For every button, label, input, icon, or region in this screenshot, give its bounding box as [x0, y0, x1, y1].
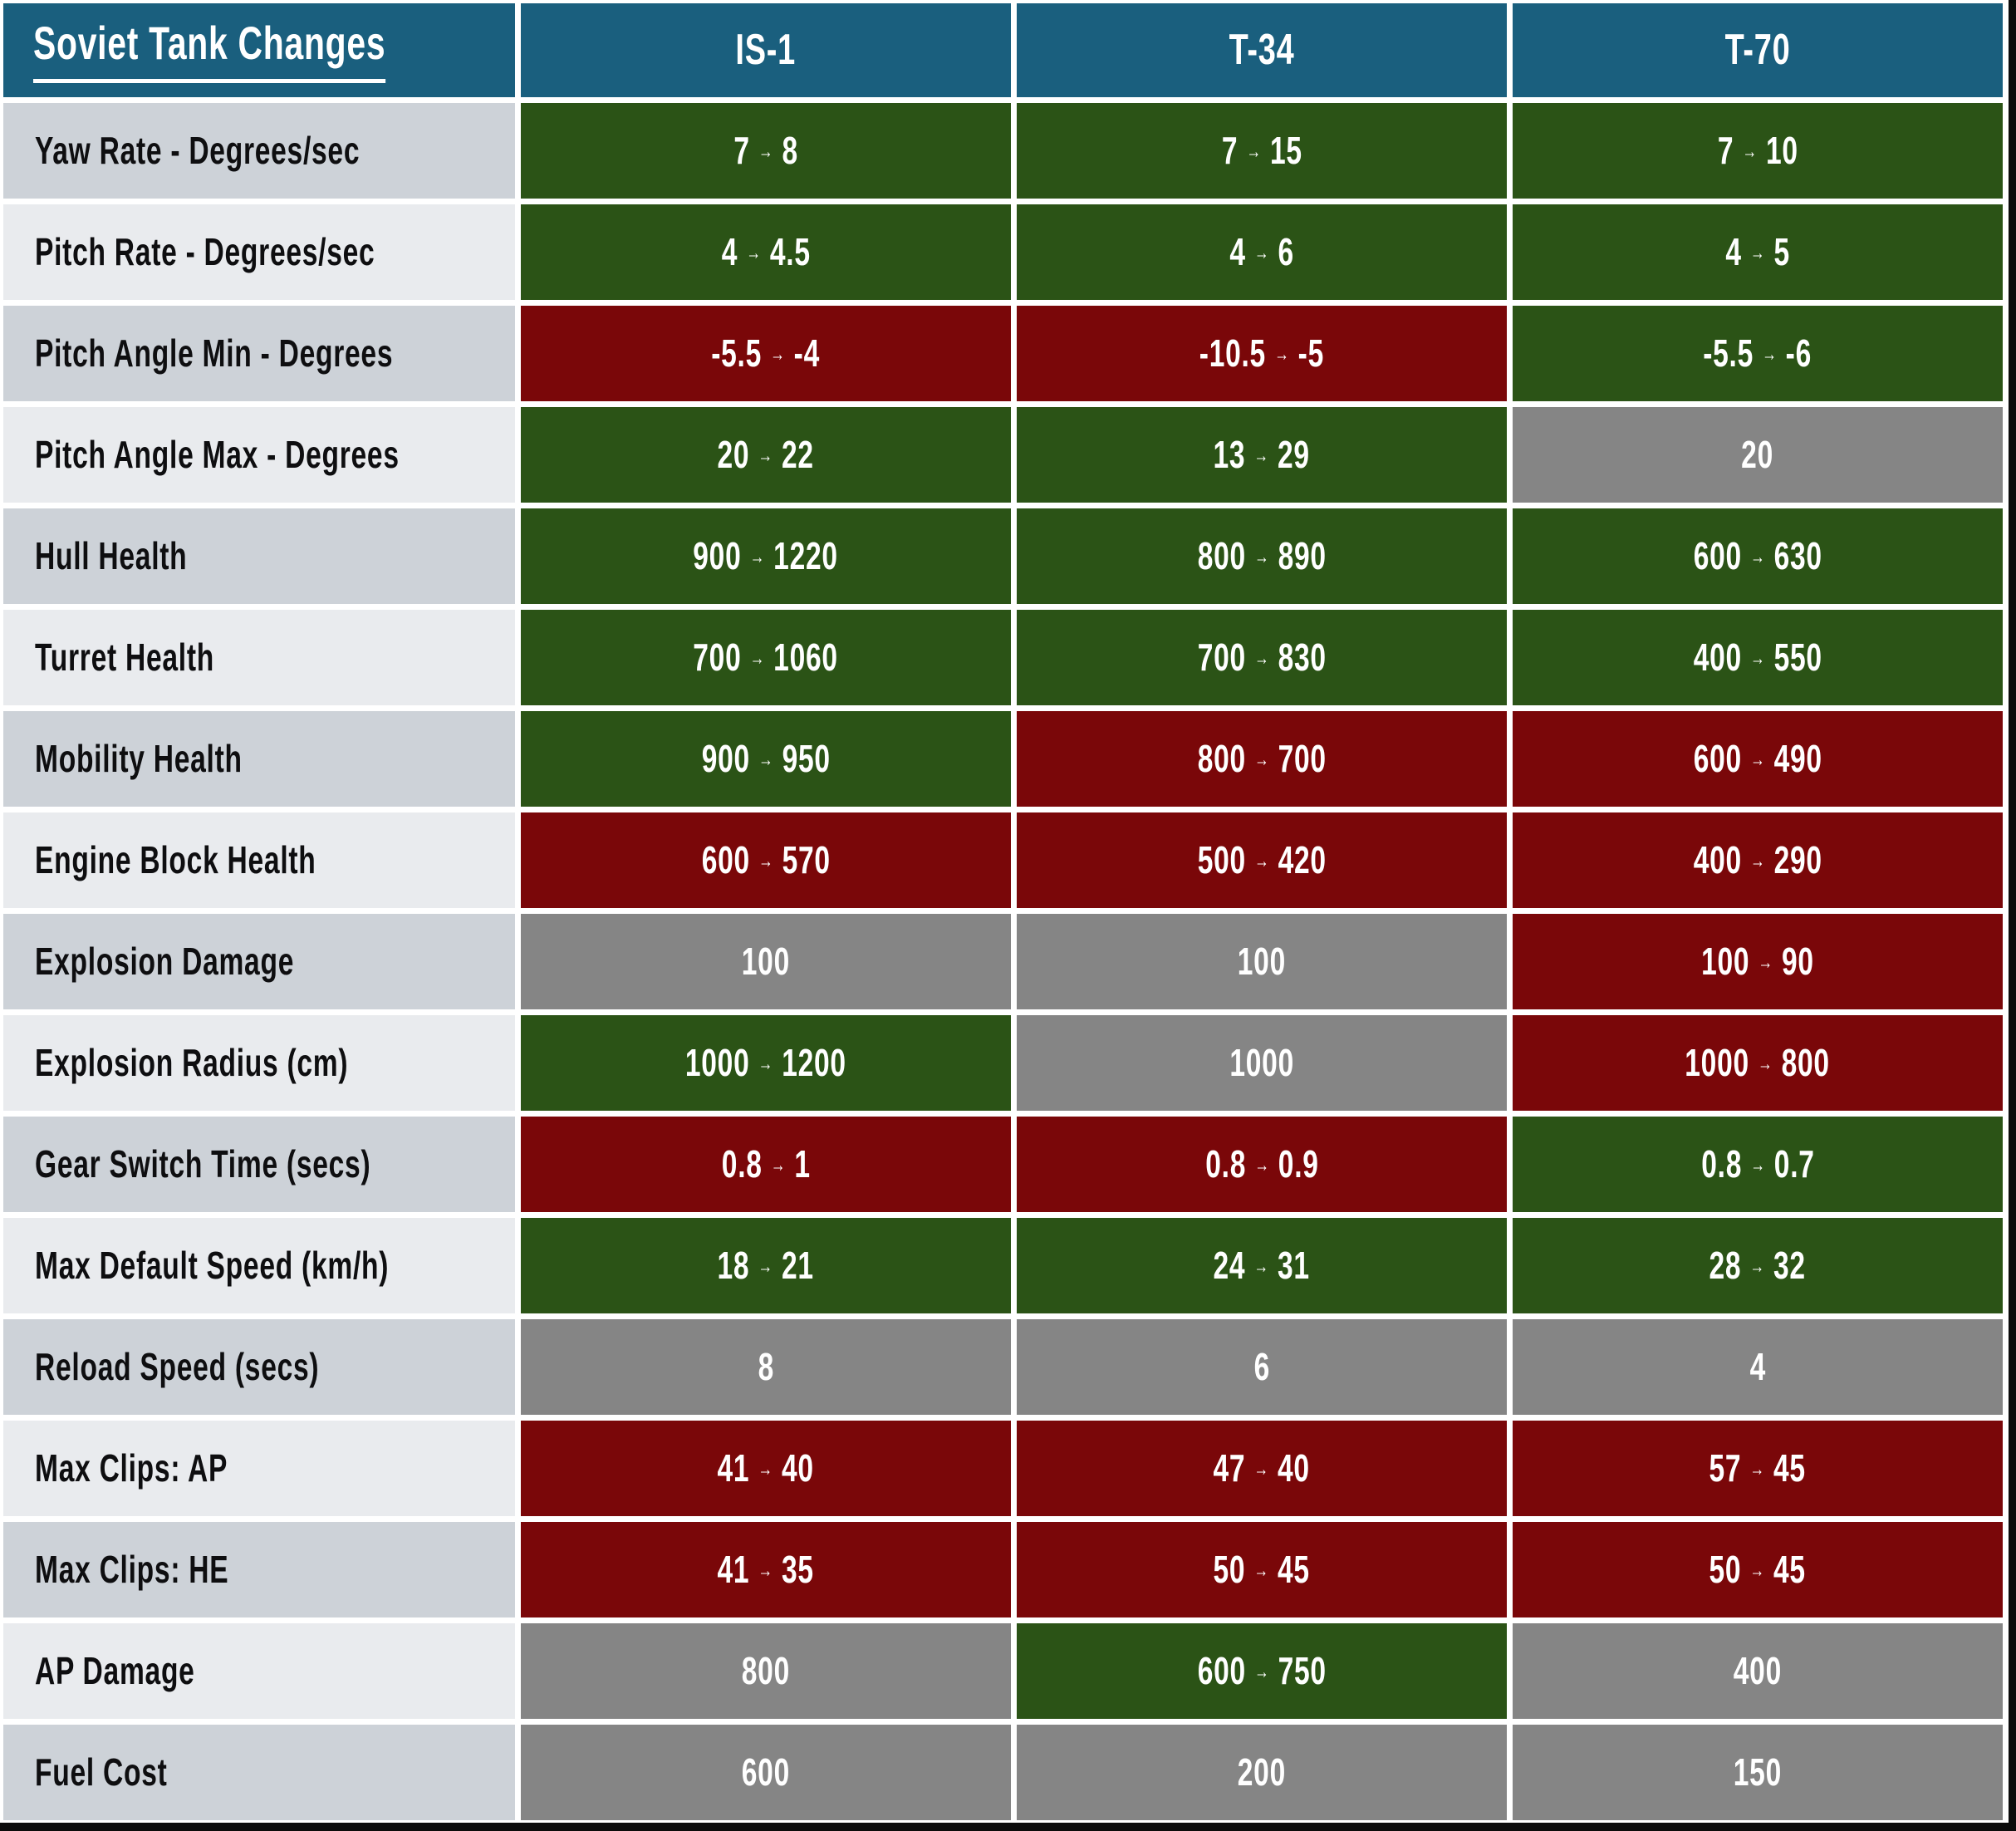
row-label: Max Clips: AP	[3, 1421, 515, 1516]
arrow-icon: →	[750, 545, 766, 568]
value-to: 5	[1773, 230, 1790, 274]
value-to: 45	[1773, 1446, 1807, 1490]
value-cell	[1017, 1218, 1507, 1313]
value-cell	[1513, 1015, 2003, 1111]
value-cell	[1513, 1319, 2003, 1415]
value-from: -5.5	[1703, 331, 1754, 376]
value-cell	[1513, 1218, 2003, 1313]
value-cell	[521, 204, 1011, 300]
row-label: Pitch Angle Max - Degrees	[3, 407, 515, 503]
value-from: -5.5	[711, 331, 763, 376]
value-to: -6	[1786, 331, 1812, 376]
value-cell	[521, 1319, 1011, 1415]
value-cell	[1513, 1421, 2003, 1516]
value-cell	[521, 1421, 1011, 1516]
value-to: 0.9	[1278, 1142, 1319, 1186]
value-from: 18	[717, 1244, 750, 1288]
arrow-icon: →	[758, 140, 774, 163]
value-to: 630	[1773, 534, 1822, 578]
value-to: 550	[1773, 636, 1822, 680]
value-cell	[521, 1522, 1011, 1617]
value-cell	[521, 306, 1011, 401]
value-to: 830	[1278, 636, 1327, 680]
value-to: 890	[1278, 534, 1327, 578]
arrow-icon: →	[1749, 849, 1766, 872]
value-from: 47	[1213, 1446, 1246, 1490]
value-to: -4	[794, 331, 821, 376]
value-to: 700	[1278, 737, 1327, 781]
value-to: 800	[1782, 1041, 1831, 1085]
value-cell	[1513, 812, 2003, 908]
value-to: 32	[1773, 1244, 1807, 1288]
value-cell	[521, 508, 1011, 604]
value-cell	[1017, 204, 1507, 300]
row-label: Hull Health	[3, 508, 515, 604]
arrow-icon: →	[1253, 849, 1270, 872]
row-label: AP Damage	[3, 1623, 515, 1719]
value-cell	[1513, 1623, 2003, 1719]
value-from: 1000	[1685, 1041, 1750, 1085]
arrow-icon: →	[750, 646, 766, 670]
value-cell	[521, 1218, 1011, 1313]
value-to: 1060	[773, 636, 839, 680]
arrow-icon: →	[1749, 1153, 1766, 1176]
arrow-icon: →	[1253, 444, 1270, 467]
table-title: Soviet Tank Changes	[33, 17, 385, 83]
value-from: 900	[701, 737, 750, 781]
value-from: 0.8	[721, 1142, 763, 1186]
value-from: 600	[701, 838, 750, 882]
value-cell	[1513, 1522, 2003, 1617]
column-header-t70: T-70	[1513, 3, 2003, 97]
value-from: 900	[693, 534, 742, 578]
value-cell	[1017, 610, 1507, 705]
value-from: 13	[1213, 433, 1246, 477]
value-to: 570	[782, 838, 831, 882]
arrow-icon: →	[1758, 950, 1773, 974]
value-from: 600	[741, 1750, 791, 1794]
row-label: Yaw Rate - Degrees/sec	[3, 103, 515, 199]
arrow-icon: →	[746, 241, 762, 264]
value-cell	[1017, 1319, 1507, 1415]
value-cell	[1513, 914, 2003, 1009]
value-cell	[521, 1117, 1011, 1212]
value-from: 800	[1197, 534, 1246, 578]
value-from: 50	[1709, 1548, 1742, 1592]
arrow-icon: →	[1274, 342, 1290, 366]
value-to: 420	[1278, 838, 1327, 882]
value-to: -5	[1297, 331, 1325, 376]
value-to: 35	[782, 1548, 815, 1592]
arrow-icon: →	[1762, 342, 1778, 366]
value-cell	[521, 914, 1011, 1009]
value-to: 750	[1278, 1649, 1327, 1693]
value-to: 8	[782, 129, 798, 173]
value-from: 1000	[685, 1041, 750, 1085]
value-cell	[1513, 508, 2003, 604]
value-from: 4	[1725, 230, 1742, 274]
value-to: 1220	[773, 534, 839, 578]
arrow-icon: →	[1253, 1457, 1270, 1480]
value-to: 950	[782, 737, 831, 781]
value-from: 4	[1229, 230, 1246, 274]
row-label: Engine Block Health	[3, 812, 515, 908]
value-from: 4	[1749, 1345, 1766, 1389]
arrow-icon: →	[1253, 1660, 1270, 1683]
value-from: 700	[1197, 636, 1246, 680]
value-cell	[1017, 407, 1507, 503]
value-cell	[521, 1623, 1011, 1719]
value-from: 57	[1709, 1446, 1742, 1490]
value-cell	[521, 711, 1011, 807]
arrow-icon: →	[1749, 646, 1766, 670]
value-cell	[1017, 1522, 1507, 1617]
value-cell	[521, 407, 1011, 503]
value-from: 20	[717, 433, 750, 477]
value-to: 1	[794, 1142, 811, 1186]
value-from: 7	[1717, 129, 1734, 173]
arrow-icon: →	[1253, 241, 1270, 264]
value-from: 100	[1701, 940, 1750, 984]
bottom-border-bar	[0, 1823, 2016, 1831]
column-header-is1: IS-1	[521, 3, 1011, 97]
arrow-icon: →	[1253, 1559, 1270, 1582]
value-cell	[1513, 103, 2003, 199]
value-from: 20	[1741, 433, 1774, 477]
value-cell	[1017, 1421, 1507, 1516]
value-cell	[1017, 914, 1507, 1009]
value-to: 490	[1773, 737, 1822, 781]
value-from: 100	[1237, 940, 1287, 984]
value-to: 45	[1773, 1548, 1807, 1592]
value-from: 1000	[1229, 1041, 1294, 1085]
value-to: 90	[1782, 940, 1814, 984]
arrow-icon: →	[1749, 748, 1766, 771]
value-from: 150	[1733, 1750, 1783, 1794]
value-from: 41	[717, 1548, 750, 1592]
value-from: 41	[717, 1446, 750, 1490]
value-cell	[1017, 508, 1507, 604]
value-to: 0.7	[1773, 1142, 1815, 1186]
value-cell	[1017, 812, 1507, 908]
value-from: 50	[1213, 1548, 1246, 1592]
value-from: 28	[1709, 1244, 1742, 1288]
value-from: 6	[1253, 1345, 1270, 1389]
value-from: 700	[693, 636, 742, 680]
arrow-icon: →	[770, 1153, 786, 1176]
value-from: 4	[721, 230, 738, 274]
value-cell	[1017, 1117, 1507, 1212]
arrow-icon: →	[1253, 545, 1270, 568]
value-cell	[1017, 1015, 1507, 1111]
value-cell	[1513, 711, 2003, 807]
value-from: 24	[1213, 1244, 1246, 1288]
row-label: Max Default Speed (km/h)	[3, 1218, 515, 1313]
tank-changes-table	[3, 3, 2003, 1820]
value-from: 7	[1221, 129, 1238, 173]
value-cell	[1017, 711, 1507, 807]
value-cell	[521, 103, 1011, 199]
value-cell	[521, 1015, 1011, 1111]
value-from: 8	[758, 1345, 774, 1389]
arrow-icon: →	[1253, 646, 1270, 670]
row-label: Turret Health	[3, 610, 515, 705]
row-label: Max Clips: HE	[3, 1522, 515, 1617]
value-from: 800	[1197, 737, 1246, 781]
row-label: Pitch Angle Min - Degrees	[3, 306, 515, 401]
value-from: 800	[741, 1649, 791, 1693]
value-to: 6	[1278, 230, 1294, 274]
value-to: 40	[782, 1446, 815, 1490]
row-label: Pitch Rate - Degrees/sec	[3, 204, 515, 300]
arrow-icon: →	[1246, 140, 1262, 163]
value-cell	[1513, 407, 2003, 503]
value-to: 15	[1269, 129, 1302, 173]
value-to: 4.5	[769, 230, 811, 274]
arrow-icon: →	[758, 1052, 774, 1075]
row-label: Explosion Radius (cm)	[3, 1015, 515, 1111]
value-cell	[521, 1725, 1011, 1820]
value-from: 0.8	[1700, 1142, 1742, 1186]
arrow-icon: →	[758, 1457, 774, 1480]
row-label: Reload Speed (secs)	[3, 1319, 515, 1415]
arrow-icon: →	[1749, 1457, 1766, 1480]
value-from: 600	[1693, 534, 1742, 578]
arrow-icon: →	[1253, 1153, 1270, 1176]
arrow-icon: →	[1749, 1559, 1766, 1582]
value-from: 400	[1733, 1649, 1783, 1693]
table-title-cell	[3, 3, 515, 97]
value-cell	[1017, 306, 1507, 401]
arrow-icon: →	[1253, 748, 1270, 771]
value-cell	[521, 812, 1011, 908]
value-from: 7	[733, 129, 750, 173]
value-cell	[1017, 1623, 1507, 1719]
row-label: Explosion Damage	[3, 914, 515, 1009]
arrow-icon: →	[1749, 241, 1766, 264]
value-to: 290	[1773, 838, 1822, 882]
value-cell	[1513, 1117, 2003, 1212]
arrow-icon: →	[1253, 1254, 1270, 1278]
value-cell	[1513, 204, 2003, 300]
row-label: Mobility Health	[3, 711, 515, 807]
value-to: 1200	[782, 1041, 846, 1085]
value-from: 100	[741, 940, 791, 984]
value-cell	[1513, 306, 2003, 401]
right-border-bar	[2009, 0, 2016, 1831]
row-label: Fuel Cost	[3, 1725, 515, 1820]
arrow-icon: →	[758, 1254, 774, 1278]
value-cell	[1017, 103, 1507, 199]
arrow-icon: →	[758, 444, 774, 467]
value-to: 45	[1278, 1548, 1311, 1592]
column-header-t34: T-34	[1017, 3, 1507, 97]
value-to: 21	[782, 1244, 815, 1288]
row-label: Gear Switch Time (secs)	[3, 1117, 515, 1212]
value-cell	[1513, 610, 2003, 705]
value-cell	[1513, 1725, 2003, 1820]
value-from: 600	[1197, 1649, 1246, 1693]
arrow-icon: →	[1742, 140, 1758, 163]
value-from: 200	[1237, 1750, 1287, 1794]
value-to: 22	[782, 433, 815, 477]
value-to: 31	[1278, 1244, 1311, 1288]
value-from: -10.5	[1199, 331, 1267, 376]
value-to: 40	[1278, 1446, 1311, 1490]
value-cell	[521, 610, 1011, 705]
value-from: 0.8	[1204, 1142, 1246, 1186]
value-cell	[1017, 1725, 1507, 1820]
arrow-icon: →	[758, 748, 774, 771]
value-from: 400	[1693, 636, 1742, 680]
arrow-icon: →	[1749, 1254, 1766, 1278]
arrow-icon: →	[770, 342, 786, 366]
value-to: 10	[1765, 129, 1798, 173]
value-from: 400	[1693, 838, 1742, 882]
arrow-icon: →	[758, 849, 774, 872]
arrow-icon: →	[758, 1559, 774, 1582]
arrow-icon: →	[1749, 545, 1766, 568]
value-from: 600	[1693, 737, 1742, 781]
value-to: 29	[1278, 433, 1311, 477]
value-from: 500	[1197, 838, 1246, 882]
arrow-icon: →	[1758, 1052, 1773, 1075]
